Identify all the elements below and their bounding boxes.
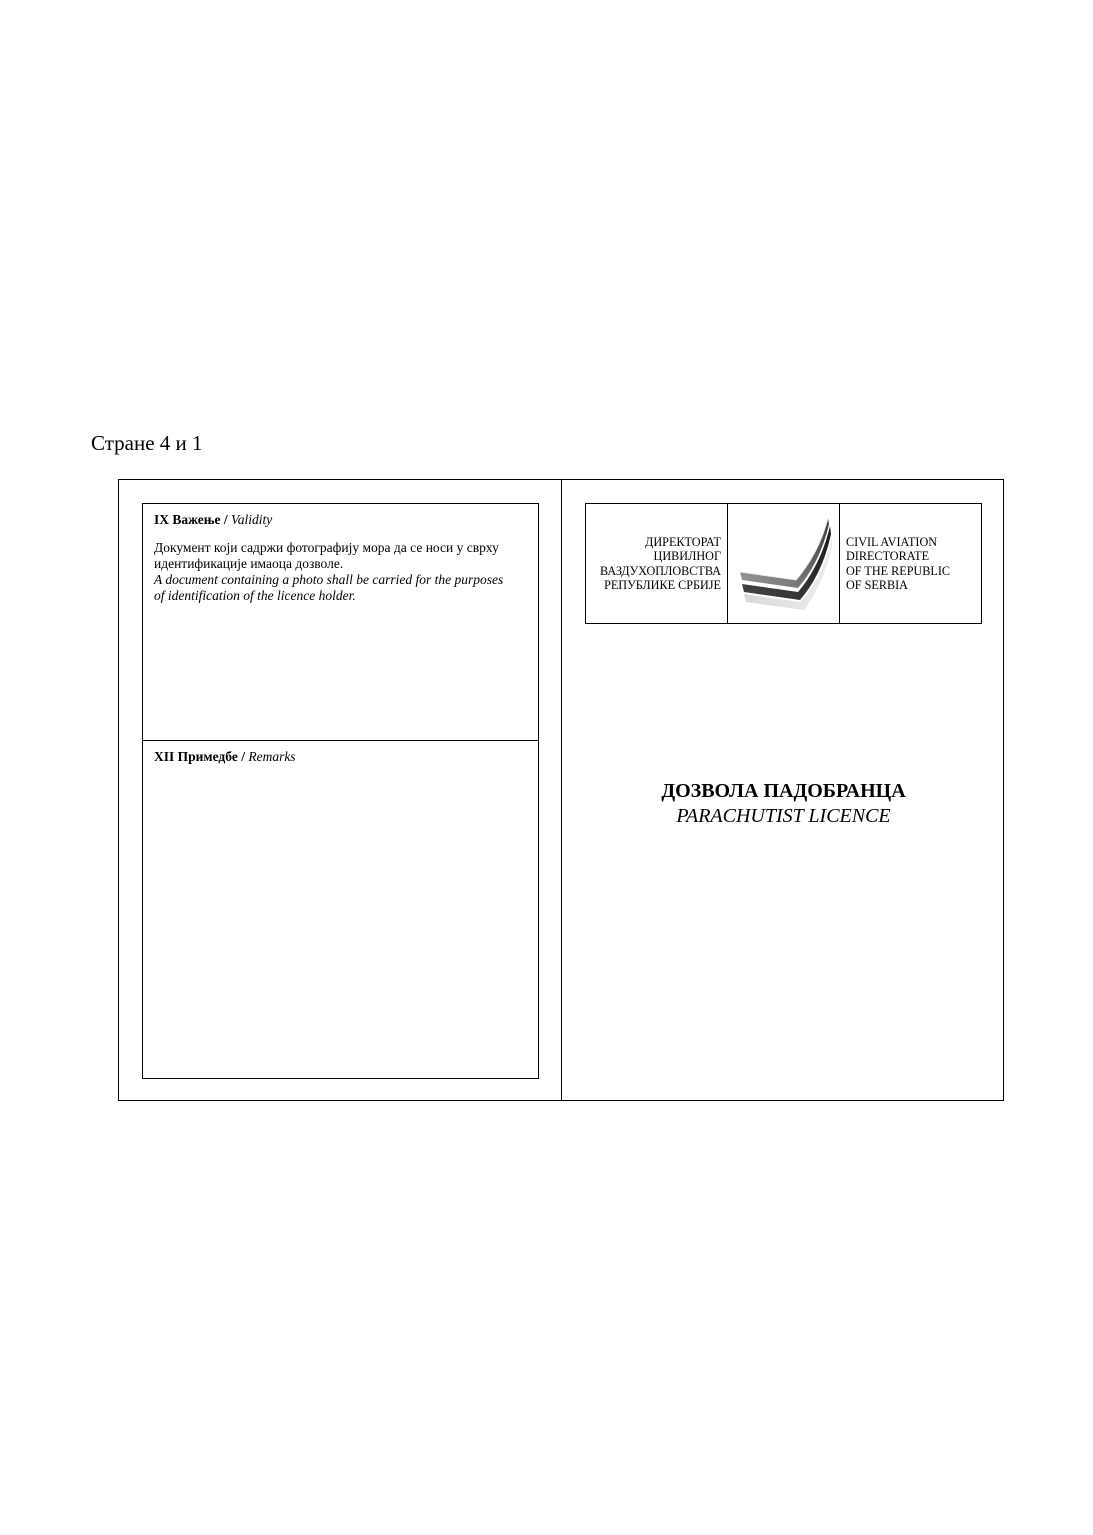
validity-section [143,504,538,741]
org-name-sr-line: ВАЗДУХОПЛОВСТВА [599,563,721,578]
validity-text-sr-2: идентификације имаоца дозволе. [154,556,344,571]
remarks-title-en: Remarks [248,749,296,764]
civil-aviation-directorate-logo-icon [734,516,834,612]
licence-spread [118,479,1004,1101]
org-name-sr-line: ЦИВИЛНОГ [653,549,721,563]
validity-title-sr: IX Важење / [154,512,228,527]
org-name-sr [586,504,728,623]
org-name-en [840,504,981,623]
validity-title [154,512,528,528]
validity-text-en-1: A document containing a photo shall be carried for the purposes [154,572,504,587]
validity-title-en: Validity [231,512,273,527]
page-1 [562,480,1005,1100]
org-name-sr-line: ДИРЕКТОРАТ [645,534,721,549]
org-name-sr-line: РЕПУБЛИКЕ СРБИЈЕ [604,578,721,592]
remarks-title [154,749,528,765]
page-heading: Стране 4 и 1 [91,431,203,455]
remarks-section [143,741,538,1078]
validity-text-sr-1: Документ који садржи фотографију мора да се носи у сврху [154,540,499,555]
licence-title-sr: ДОЗВОЛА ПАДОБРАНЦА [661,780,906,802]
remarks-title-sr: XII Примедбе / [154,749,245,764]
org-header [585,503,982,624]
org-name-en-line: DIRECTORATE [846,549,930,563]
validity-text [154,540,530,604]
licence-title-en: PARACHUTIST LICENCE [676,805,891,827]
org-name-en-line: OF SERBIA [846,578,908,592]
org-name-en-line: OF THE REPUBLIC [846,563,951,578]
page-4-box [142,503,539,1079]
validity-text-en-2: of identification of the licence holder. [154,588,356,603]
org-logo-cell [728,504,840,623]
org-name-en-line: CIVIL AVIATION [846,534,938,549]
licence-title [562,778,1005,828]
